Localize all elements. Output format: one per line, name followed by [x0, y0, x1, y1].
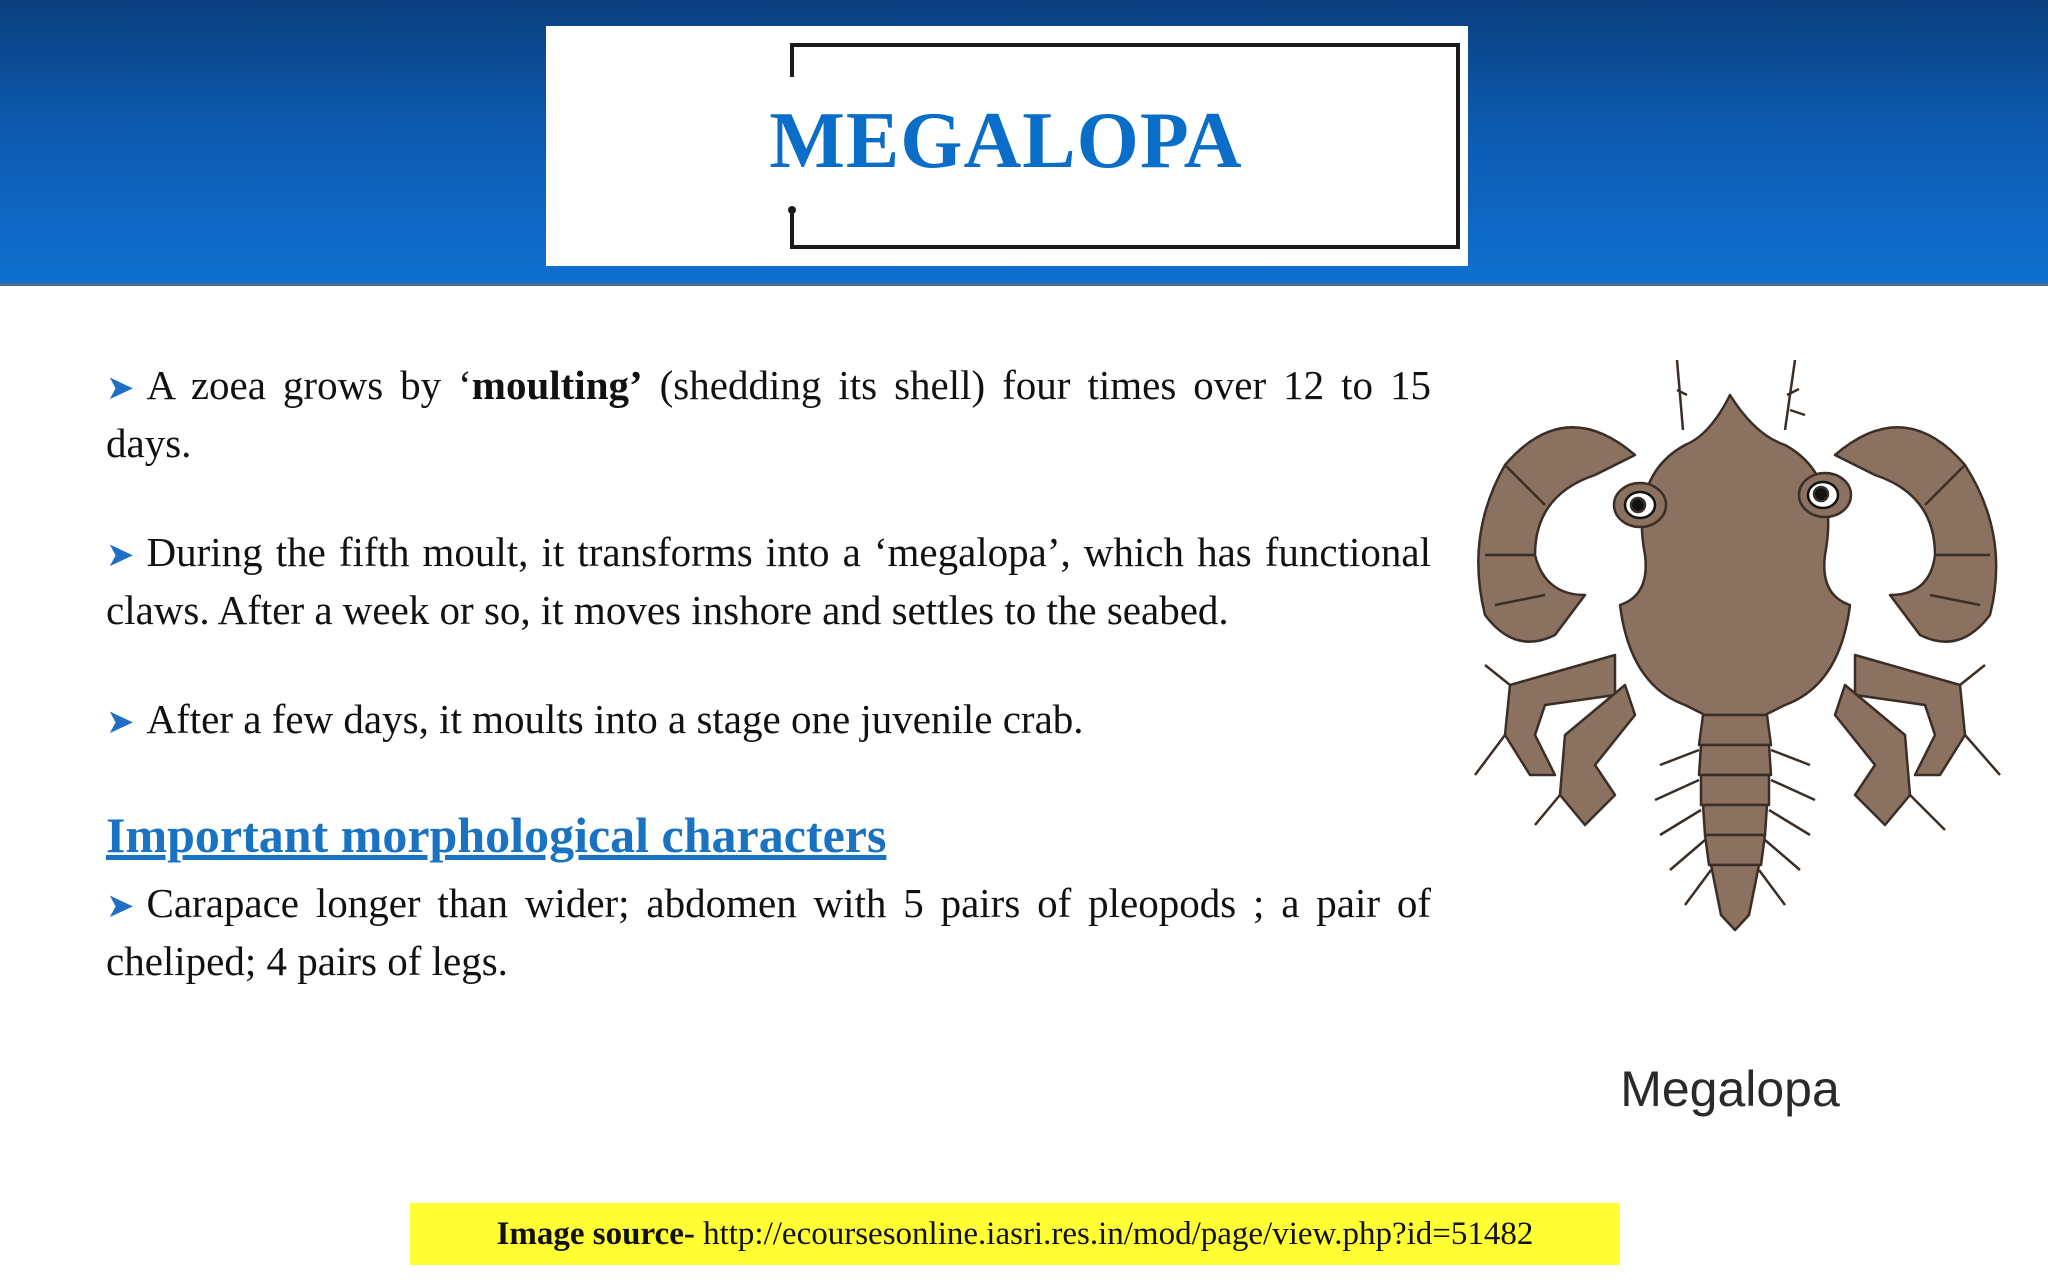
title-bracket-bottom-tick	[790, 211, 794, 245]
bullet-juvenile-text: After a few days, it moults into a stage one juvenile crab.	[146, 696, 1084, 742]
arrow-bullet-icon: ➤	[106, 535, 135, 575]
bullet-moulting-bold: moulting’	[471, 362, 643, 408]
bullet-characters	[106, 876, 1431, 989]
arrow-bullet-icon: ➤	[106, 702, 135, 742]
arrow-bullet-icon: ➤	[106, 886, 135, 926]
bullet-moulting-after: (shedding its shell) four times over 12 to 15 days.	[106, 362, 1432, 466]
bullet-moulting-before: A zoea grows by ‘	[146, 362, 472, 408]
megalopa-illustration	[1465, 355, 2005, 945]
slide-content	[106, 358, 1431, 1043]
arrow-bullet-icon: ➤	[106, 368, 135, 408]
title-box	[546, 26, 1468, 266]
bullet-fifth-moult-text: During the fifth moult, it transforms into a ‘megalopa’, which has functional claws. After a week or so, it moves inshore and settles to the seabed.	[106, 529, 1431, 633]
bullet-characters-text: Carapace longer than wider; abdomen with 5 pairs of pleopods ; a pair of cheliped; 4 pairs of legs.	[106, 880, 1431, 984]
slide-title: MEGALOPA	[769, 97, 1243, 185]
bullet-moulting	[106, 358, 1431, 471]
megalopa-crab-icon	[1475, 360, 2000, 930]
image-source-url[interactable]: http://ecoursesonline.iasri.res.in/mod/page/view.php?id=51482	[703, 1216, 1534, 1252]
bullet-juvenile	[106, 692, 1431, 750]
title-bracket-top-tick	[790, 43, 794, 77]
illustration-caption: Megalopa	[1620, 1061, 1840, 1117]
morphology-heading: Important morphological characters	[106, 807, 887, 863]
bullet-fifth-moult	[106, 525, 1431, 638]
image-source-bar	[410, 1203, 1620, 1265]
image-source-label: Image source-	[496, 1216, 704, 1252]
title-bracket-dot	[788, 206, 796, 214]
